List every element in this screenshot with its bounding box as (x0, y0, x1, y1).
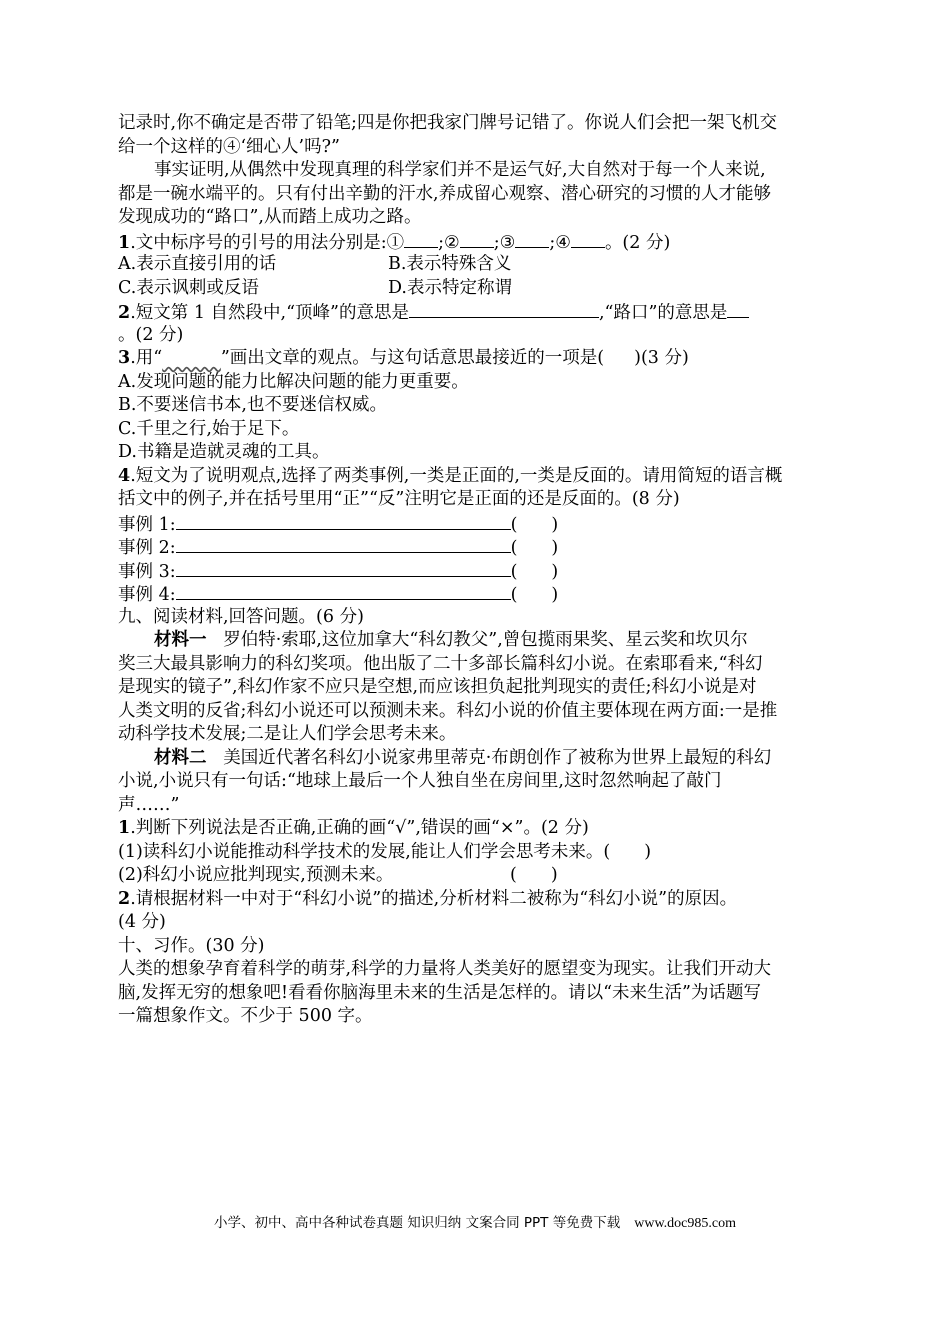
footer-text: 小学、初中、高中各种试卷真题 知识归纳 文案合同 PPT 等免费下载 (214, 1215, 621, 1231)
example-label: 事例 4: (118, 585, 176, 605)
paren: ) (551, 538, 559, 558)
question-9-2 (118, 888, 834, 912)
material-2 (118, 747, 834, 771)
option-row (118, 253, 834, 277)
answer-blank-peak[interactable] (409, 300, 599, 318)
answer-blank-3[interactable] (515, 230, 549, 248)
material-text: 人类文明的反省;科幻小说还可以预测未来。科幻小说的价值主要体现在两方面:一是推 (118, 700, 778, 721)
question-text: ;② (438, 232, 460, 253)
passage-line: 事实证明,从偶然中发现真理的科学家们并不是运气好,大自然对于每一个人来说, (154, 160, 766, 180)
question-score: 。(2 分) (118, 324, 184, 345)
question-text: ;④ (549, 232, 571, 253)
writing-prompt: 人类的想象孕育着科学的萌芽,科学的力量将人类美好的愿望变为现实。让我们开动大 (118, 959, 772, 979)
passage-line: 发现成功的“路口”,从而踏上成功之路。 (118, 207, 422, 227)
question-score: (4 分) (118, 912, 166, 932)
answer-blank-crossroad[interactable] (727, 300, 749, 318)
passage-line: 记录时,你不确定是否带了铅笔;四是你把我家门牌号记错了。你说人们会把一架飞机交 (118, 113, 777, 133)
paren: ) (550, 865, 558, 885)
footer (0, 1211, 950, 1232)
question-text: .判断下列说法是否正确,正确的画“√”,错误的画“×”。(2 分) (130, 818, 589, 838)
question-text: 括文中的例子,并在括号里用“正”“反”注明它是正面的还是反面的。(8 分) (118, 489, 680, 509)
question-text: .请根据材料一中对于“科幻小说”的描述,分析材料二被称为“科幻小说”的原因。 (130, 888, 738, 909)
question-text: .用“ (130, 348, 163, 368)
material-text: 美国近代著名科幻小说家弗里蒂克·布朗创作了被称为世界上最短的科幻 (223, 747, 772, 768)
wavy-line-mark (162, 348, 221, 368)
section-9-title: 九、阅读材料,回答问题。(6 分) (118, 606, 364, 627)
question-number: 2 (118, 303, 131, 323)
question-number: 4 (118, 465, 131, 486)
passage-line: 都是一碗水端平的。只有付出辛勤的汗水,养成留心观察、潜心研究的习惯的人才能够 (118, 183, 772, 204)
footer-site-link[interactable]: www.doc985.com (634, 1216, 736, 1231)
material-text: 小说,小说只有一句话:“地球上最后一个人独自坐在房间里,这时忽然响起了敲门 (118, 771, 722, 791)
question-text: .短文第 1 自然段中,“顶峰”的意思是 (130, 303, 409, 323)
example-row (118, 559, 834, 583)
question-2 (118, 300, 834, 324)
material-1 (118, 629, 834, 653)
paren: ) (551, 561, 559, 582)
example-row (118, 582, 834, 606)
answer-blank-1[interactable] (404, 230, 438, 248)
example-answer-blank[interactable] (176, 535, 511, 553)
paren: ) (644, 841, 652, 862)
question-text: ,“路口”的意思是 (598, 303, 728, 323)
paren: ( (510, 561, 518, 582)
question-text: .短文为了说明观点,选择了两类事例,一类是正面的,一类是反面的。请用简短的语言概 (130, 465, 783, 486)
question-number: 1 (118, 232, 131, 253)
example-label: 事例 3: (118, 561, 176, 582)
question-text: ;③ (493, 232, 516, 253)
statement-text: (1)读科幻小说能推动科学技术的发展,能让人们学会思考未来。( (118, 841, 611, 862)
question-number: 2 (118, 888, 131, 909)
example-row (118, 535, 834, 559)
question-score: 。(2 分) (604, 232, 671, 253)
material-text: 罗伯特·索耶,这位加拿大“科幻教父”,曾包揽雨果奖、星云奖和坎贝尔 (223, 630, 748, 650)
question-9-1 (118, 817, 834, 841)
paren: ( (510, 585, 518, 605)
paren: ( (510, 865, 517, 885)
material-text: 声……” (118, 794, 180, 815)
question-4 (118, 465, 834, 489)
option-row (118, 277, 834, 301)
question-text: ”画出文章的观点。与这句话意思最接近的一项是( (220, 348, 605, 368)
material-text: 是现实的镜子”,科幻作家不应只是空想,而应该担负起批判现实的责任;科幻小说是对 (118, 677, 757, 697)
statement-2 (118, 864, 834, 888)
option-d: D.书籍是造就灵魂的工具。 (118, 442, 330, 462)
option-a: A.发现问题的能力比解决问题的能力更重要。 (118, 371, 469, 392)
worksheet-page (118, 112, 834, 1029)
option-a: A.表示直接引用的话 (118, 254, 277, 274)
paren: ) (551, 585, 559, 605)
material-label: 材料一 (154, 630, 207, 650)
question-score: )(3 分) (634, 348, 689, 368)
option-c: C.千里之行,始于足下。 (118, 418, 300, 439)
question-3 (118, 347, 834, 371)
section-10-title: 十、习作。(30 分) (118, 935, 265, 956)
answer-blank-4[interactable] (571, 230, 605, 248)
passage-line: 给一个这样的④‘细心人’吗?” (118, 136, 340, 157)
material-text: 奖三大最具影响力的科幻奖项。他出版了二十多部长篇科幻小说。在索耶看来,“科幻 (118, 653, 763, 674)
paren: ) (551, 514, 559, 535)
option-d: D.表示特定称谓 (388, 277, 512, 298)
answer-blank-2[interactable] (460, 230, 494, 248)
example-answer-blank[interactable] (176, 582, 511, 600)
question-text: .文中标序号的引号的用法分别是:① (130, 232, 405, 253)
writing-prompt: 一篇想象作文。不少于 500 字。 (118, 1006, 373, 1026)
example-answer-blank[interactable] (176, 512, 511, 530)
example-label: 事例 1: (118, 514, 176, 535)
option-b: B.表示特殊含义 (388, 254, 512, 274)
material-label: 材料二 (154, 747, 207, 768)
question-1 (118, 230, 834, 254)
question-number: 1 (118, 818, 131, 838)
paren: ( (510, 538, 518, 558)
statement-text: (2)科幻小说应批判现实,预测未来。 (118, 865, 394, 885)
example-row (118, 512, 834, 536)
statement-1 (118, 841, 834, 865)
paren: ( (510, 514, 518, 535)
option-c: C.表示讽刺或反语 (118, 277, 259, 298)
material-text: 动科学技术发展;二是让人们学会思考未来。 (118, 724, 457, 744)
example-label: 事例 2: (118, 538, 176, 558)
writing-prompt: 脑,发挥无穷的想象吧!看看你脑海里未来的生活是怎样的。请以“未来生活”为话题写 (118, 982, 761, 1003)
question-number: 3 (118, 348, 131, 368)
option-b: B.不要迷信书本,也不要迷信权威。 (118, 395, 387, 415)
example-answer-blank[interactable] (176, 559, 511, 577)
